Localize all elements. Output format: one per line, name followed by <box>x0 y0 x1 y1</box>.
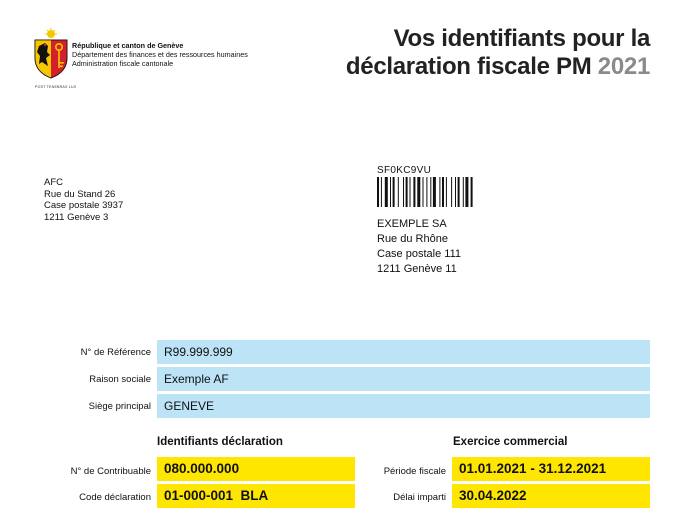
org-name: République et canton de Genève <box>72 41 184 50</box>
company-label: Raison sociale <box>89 374 151 385</box>
barcode-bar <box>423 177 424 207</box>
recipient-line: Rue du Rhône <box>377 233 448 245</box>
deadline-label: Délai imparti <box>393 492 446 503</box>
barcode-bar <box>439 177 440 207</box>
recipient-line: 1211 Genève 11 <box>377 263 457 275</box>
sender-line: 1211 Genève 3 <box>44 211 109 223</box>
barcode-icon <box>377 177 499 207</box>
barcode-bar <box>451 177 452 207</box>
period-value: 01.01.2021 - 31.12.2021 <box>459 461 607 476</box>
barcode-bar <box>406 177 408 207</box>
page-title-text: déclaration fiscale PM <box>345 53 592 80</box>
barcode-bar <box>426 177 427 207</box>
seat-value: GENEVE <box>164 399 215 413</box>
barcode-bar <box>430 177 431 207</box>
barcode-bar <box>413 177 415 207</box>
sender-line: Case postale 3937 <box>44 200 124 211</box>
sender-address <box>44 177 123 223</box>
barcode-bar <box>455 177 456 207</box>
taxpayer-field <box>157 457 355 481</box>
page-title-line1: Vos identifiants pour la <box>393 25 650 52</box>
barcode-bar <box>471 177 473 207</box>
barcode-bar <box>377 177 379 207</box>
barcode-bar <box>465 177 468 207</box>
recipient-line: EXEMPLE SA <box>377 218 447 230</box>
declaration-code-value: 01-000-001 BLA <box>164 488 269 503</box>
barcode-bar <box>433 177 436 207</box>
barcode-code: SF0KC9VU <box>377 165 432 176</box>
barcode-bar <box>417 177 420 207</box>
barcode-bar <box>410 177 411 207</box>
fiscal-year-heading: Exercice commercial <box>453 436 568 448</box>
reference-value: R99.999.999 <box>164 345 233 359</box>
barcode-bar <box>446 177 447 207</box>
barcode-bar <box>463 177 464 207</box>
reference-label: N° de Référence <box>80 347 151 358</box>
period-label: Période fiscale <box>383 466 446 477</box>
barcode-bar <box>385 177 388 207</box>
barcode-bar <box>403 177 404 207</box>
recipient-line: Case postale 111 <box>377 248 461 260</box>
deadline-value: 30.04.2022 <box>459 488 527 503</box>
sender-line: AFC <box>44 177 63 188</box>
seat-field <box>157 394 650 418</box>
motto: POST TENEBRAS LUX <box>35 85 77 89</box>
identifiers-heading: Identifiants déclaration <box>157 436 283 448</box>
seat-label: Siège principal <box>88 401 151 412</box>
declaration-code-label: Code déclaration <box>79 492 151 503</box>
taxpayer-value: 080.000.000 <box>164 461 240 476</box>
sender-line: Rue du Stand 26 <box>44 188 116 200</box>
company-value: Exemple AF <box>164 372 229 386</box>
barcode-bar <box>458 177 460 207</box>
period-field <box>452 457 650 481</box>
barcode-bar <box>381 177 382 207</box>
org-administration: Administration fiscale cantonale <box>72 59 174 68</box>
declaration-code-field <box>157 484 355 508</box>
reference-field <box>157 340 650 364</box>
page-title-line2 <box>346 53 650 81</box>
barcode-bar <box>398 177 399 207</box>
deadline-field <box>452 484 650 508</box>
company-field <box>157 367 650 391</box>
recipient-address <box>377 217 461 277</box>
geneva-coat-of-arms-icon <box>33 28 69 80</box>
org-department: Département des finances et des ressources humaines <box>72 50 248 59</box>
barcode-bar <box>442 177 444 207</box>
taxpayer-label: N° de Contribuable <box>70 466 151 477</box>
barcode-bar <box>393 177 395 207</box>
barcode-bar <box>390 177 391 207</box>
page-title-year: 2021 <box>597 53 650 80</box>
